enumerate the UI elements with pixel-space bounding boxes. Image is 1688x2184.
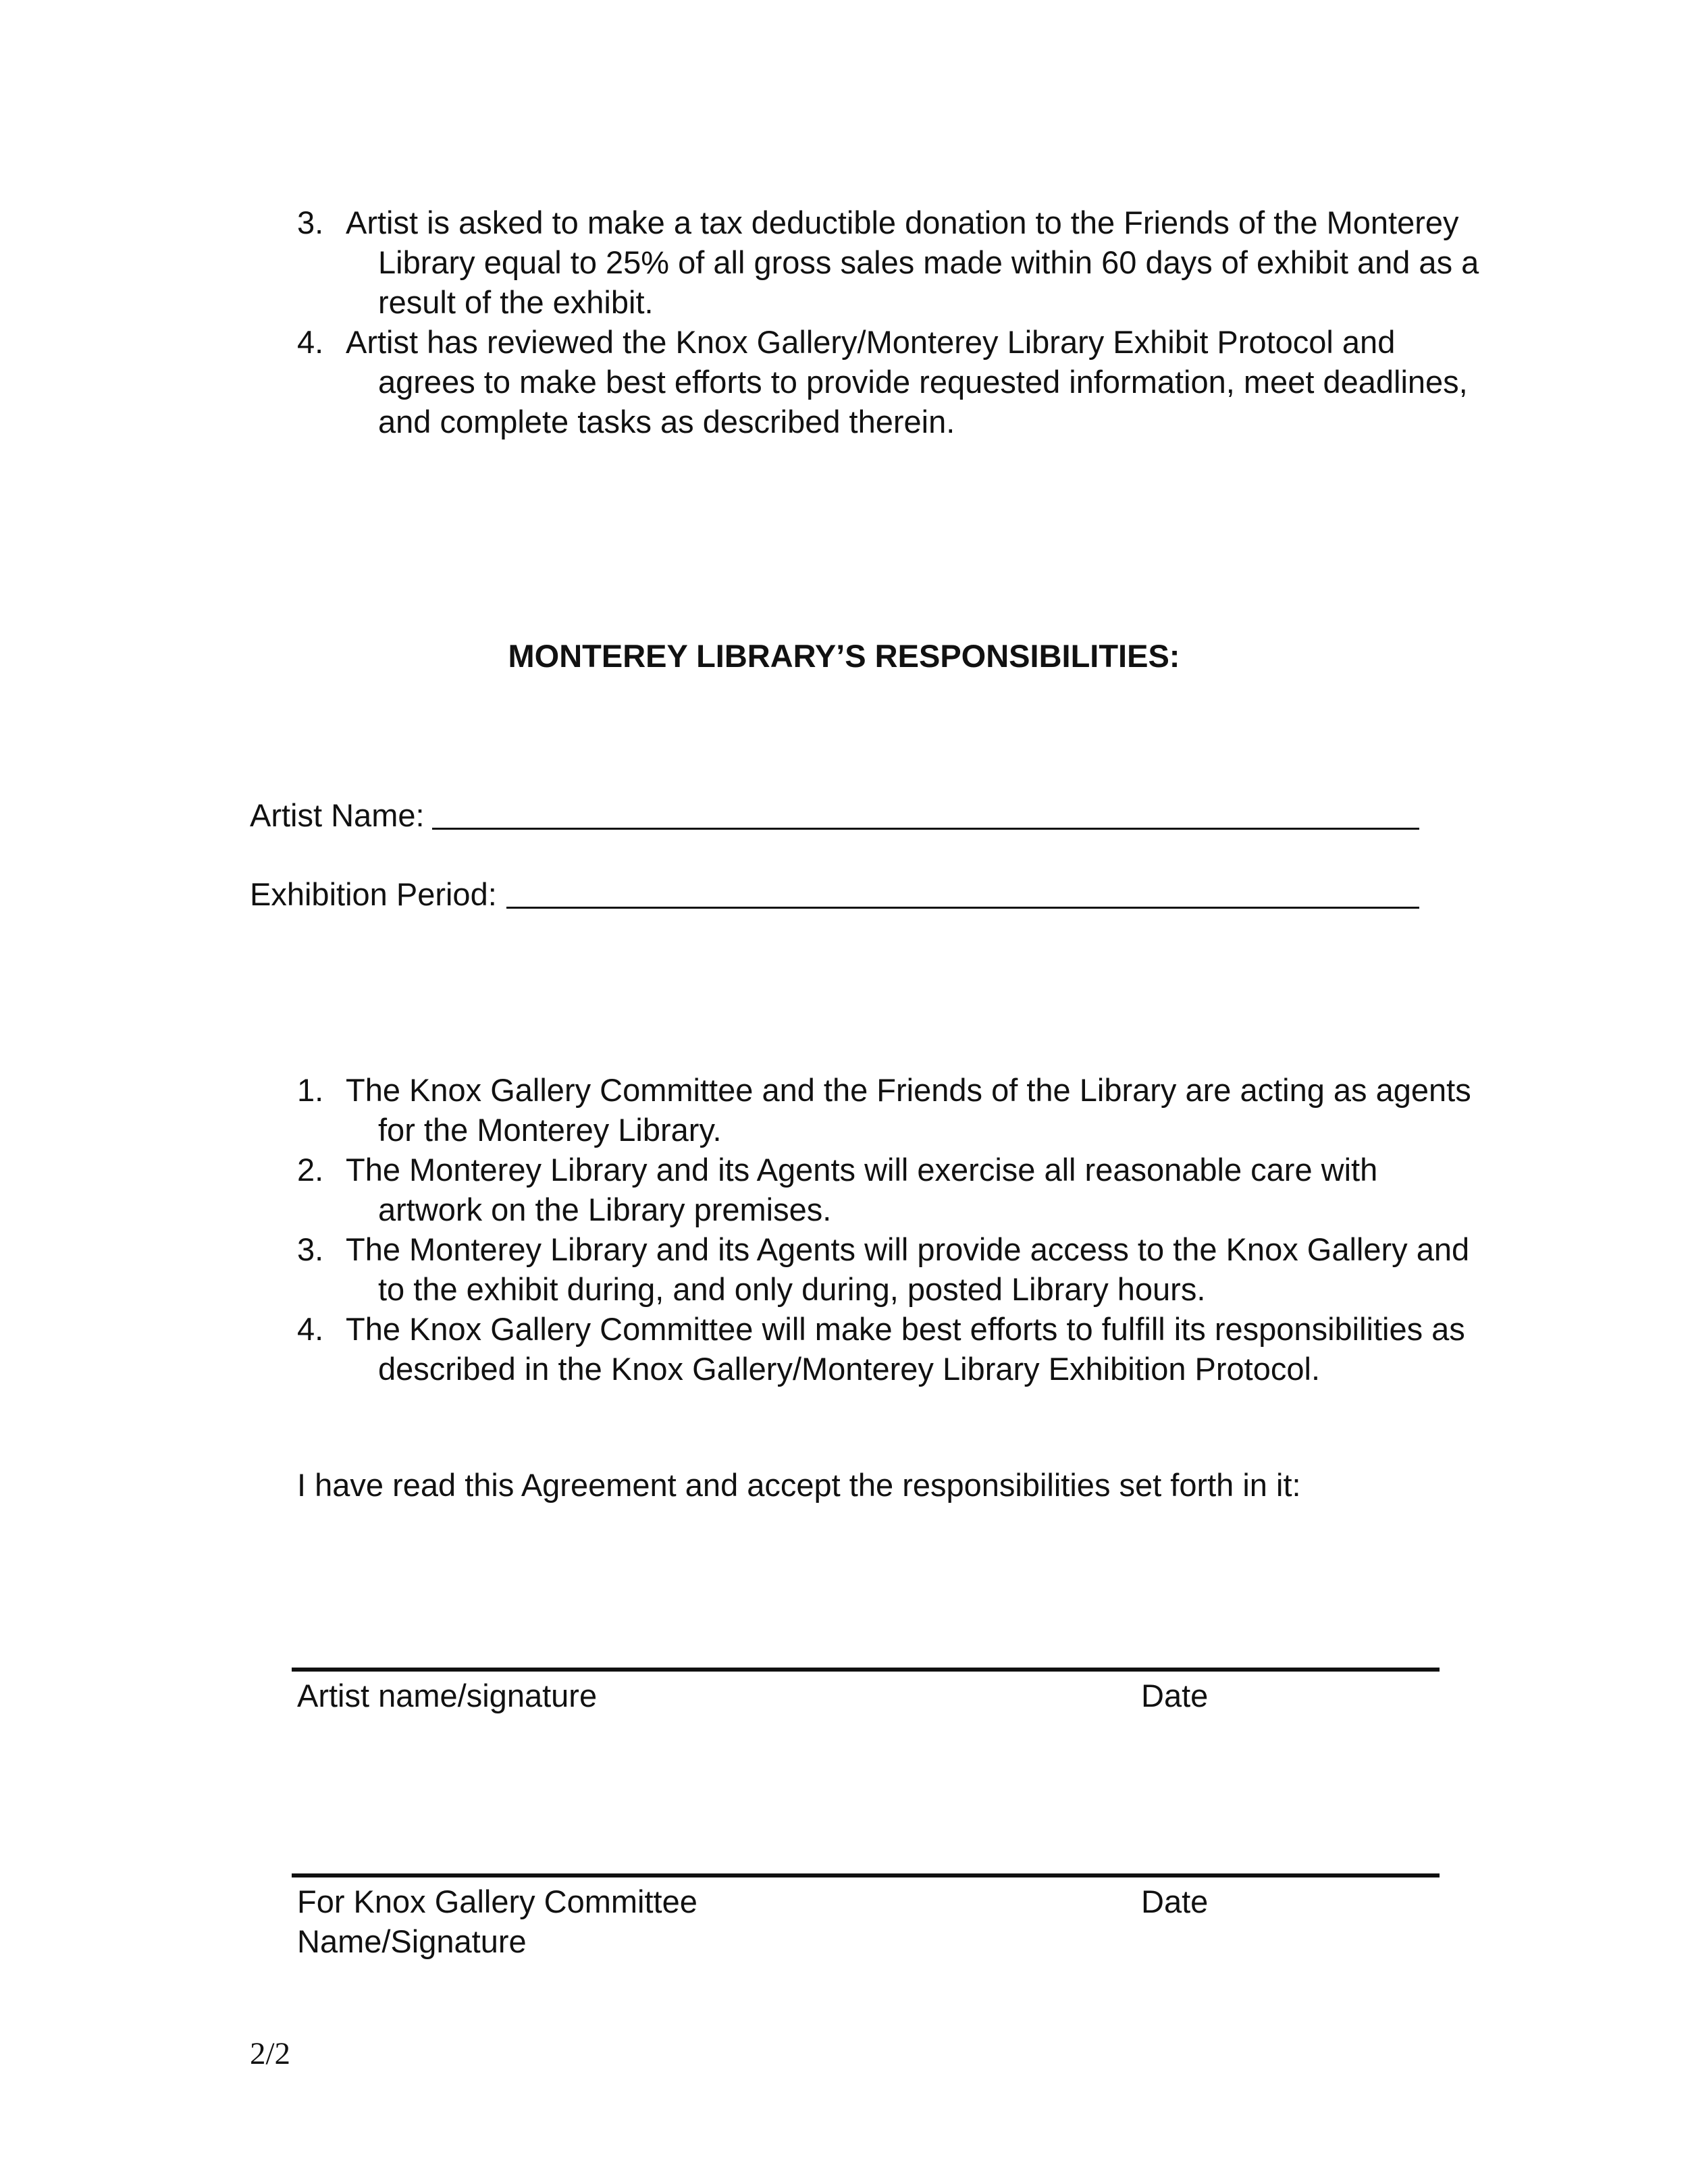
acknowledgement-text: I have read this Agreement and accept the responsibilities set forth in it: <box>297 1467 1301 1503</box>
section-heading: MONTEREY LIBRARY’S RESPONSIBILITIES: <box>508 638 1180 674</box>
list-item <box>297 322 1485 442</box>
library-responsibilities-list <box>297 1070 1485 1389</box>
artist-date-label: Date <box>1141 1678 1209 1713</box>
list-item-number: 3. <box>297 205 324 240</box>
list-item-text: The Knox Gallery Committee will make best efforts to fulfill its responsibilities as described in the Knox Gallery/Monterey Library Exhibition Protocol. <box>346 1311 1465 1387</box>
artist-name-label: Artist Name: <box>250 797 425 833</box>
artist-signature-label: Artist name/signature <box>297 1678 598 1713</box>
list-item-text: Artist is asked to make a tax deductible donation to the Friends of the Monterey Library equal to 25% of all gross sales made within 60 days of exhibit and as a result of the exhibit. <box>346 205 1479 320</box>
artist-name-line[interactable] <box>432 828 1419 830</box>
list-item <box>297 1229 1485 1309</box>
page-number: 2/2 <box>250 2036 291 2071</box>
list-item-text: The Knox Gallery Committee and the Friends of the Library are acting as agents for the Monterey Library. <box>346 1072 1471 1148</box>
committee-signature-line[interactable] <box>292 1873 1440 1877</box>
list-item-number: 4. <box>297 324 324 360</box>
list-item-number: 4. <box>297 1311 324 1347</box>
committee-date-label: Date <box>1141 1884 1209 1919</box>
exhibition-period-label: Exhibition Period: <box>250 876 497 912</box>
committee-signature-label-line2: Name/Signature <box>297 1923 527 1959</box>
list-item-text: The Monterey Library and its Agents will provide access to the Knox Gallery and to the exhibit during, and only during, posted Library hours. <box>346 1231 1470 1307</box>
artist-terms-list <box>297 203 1485 442</box>
list-item <box>297 1070 1485 1150</box>
list-item <box>297 1150 1485 1229</box>
list-item-number: 3. <box>297 1231 324 1267</box>
list-item <box>297 203 1485 322</box>
list-item-text: Artist has reviewed the Knox Gallery/Monterey Library Exhibit Protocol and agrees to make best efforts to provide requested information, meet deadlines, and complete tasks as described therein. <box>346 324 1468 440</box>
list-item <box>297 1309 1485 1389</box>
artist-signature-line[interactable] <box>292 1668 1440 1672</box>
exhibition-period-line[interactable] <box>506 907 1419 909</box>
list-item-text: The Monterey Library and its Agents will exercise all reasonable care with artwork on the Library premises. <box>346 1152 1378 1227</box>
list-item-number: 1. <box>297 1072 324 1108</box>
committee-signature-label-line1: For Knox Gallery Committee <box>297 1884 697 1919</box>
list-item-number: 2. <box>297 1152 324 1188</box>
